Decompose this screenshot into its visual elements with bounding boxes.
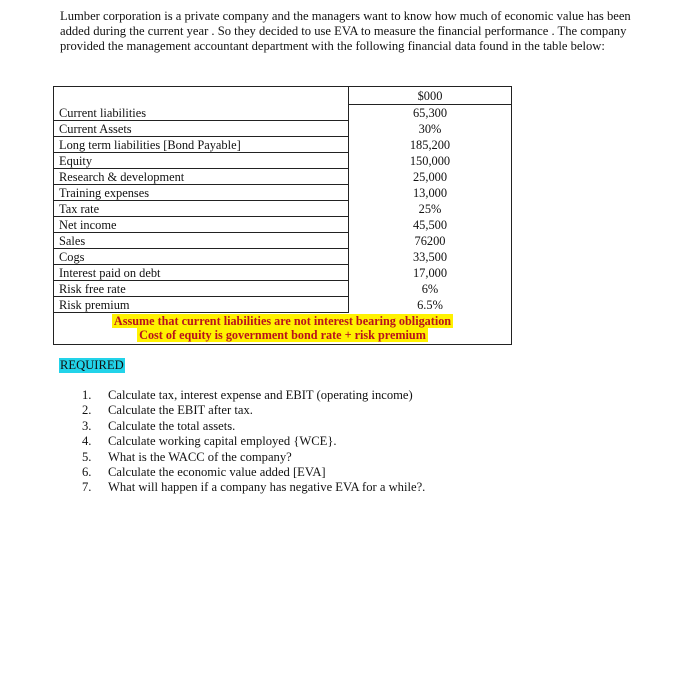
row-value: 25% <box>418 202 442 216</box>
question-number: 4. <box>82 434 92 449</box>
intro-paragraph: Lumber corporation is a private company and the managers want to know how much of economic value has been added during the current year . So they decided to use EVA to measure the financial performance . The company provided the management accountant department with the following financial data found in the table below: <box>60 9 631 54</box>
table-row <box>54 201 511 217</box>
table-row <box>54 105 511 121</box>
row-label: Cogs <box>54 249 349 265</box>
question-item <box>82 465 425 480</box>
row-value: 13,000 <box>412 186 448 200</box>
table-rows <box>54 105 511 313</box>
row-label: Equity <box>54 153 349 169</box>
question-text: Calculate the economic value added [EVA] <box>108 464 326 479</box>
row-label: Interest paid on debt <box>54 265 349 281</box>
question-number: 2. <box>82 403 92 418</box>
row-value: 33,500 <box>412 250 448 264</box>
table-row <box>54 281 511 297</box>
header-label-cell <box>54 87 349 105</box>
row-label: Risk premium <box>54 297 349 313</box>
row-label: Research & development <box>54 169 349 185</box>
question-number: 1. <box>82 388 92 402</box>
financial-data-table <box>53 86 512 345</box>
row-label: Current liabilities <box>54 105 349 121</box>
question-number: 3. <box>82 418 92 433</box>
question-number: 6. <box>82 464 92 479</box>
note-current-liabilities: Assume that current liabilities are not interest bearing obligation <box>113 314 452 328</box>
row-value: 6.5% <box>417 298 443 312</box>
row-label: Current Assets <box>54 121 349 137</box>
question-item <box>82 434 425 449</box>
row-value: 185,200 <box>409 138 451 152</box>
note-cost-of-equity: Cost of equity is government bond rate + risk premium <box>139 328 426 342</box>
questions-list <box>82 388 425 496</box>
table-row <box>54 233 511 249</box>
table-header-row <box>54 87 511 105</box>
question-item <box>82 419 425 434</box>
table-row <box>54 265 511 281</box>
row-value: 25,000 <box>412 170 448 184</box>
row-value: 76200 <box>414 234 446 248</box>
row-value: 65,300 <box>412 106 448 120</box>
table-row <box>54 249 511 265</box>
required-heading: REQUIRED <box>60 358 124 372</box>
row-label: Long term liabilities [Bond Payable] <box>54 137 349 153</box>
row-value: 17,000 <box>412 266 448 280</box>
question-text: What is the WACC of the company? <box>108 449 292 464</box>
question-number: 7. <box>82 480 92 495</box>
question-item <box>82 450 425 465</box>
question-number: 5. <box>82 449 92 464</box>
row-value: 150,000 <box>409 154 451 168</box>
row-label: Risk free rate <box>54 281 349 297</box>
question-text: Calculate tax, interest expense and EBIT (operating income) <box>108 388 413 402</box>
row-label: Tax rate <box>54 201 349 217</box>
unit-header: $000 <box>349 87 511 105</box>
question-text: Calculate the total assets. <box>108 418 236 433</box>
table-row <box>54 153 511 169</box>
row-value: 6% <box>421 282 439 296</box>
row-label: Training expenses <box>54 185 349 201</box>
question-text: Calculate working capital employed {WCE}. <box>108 434 337 449</box>
table-row <box>54 169 511 185</box>
row-label: Sales <box>54 233 349 249</box>
table-row <box>54 121 511 137</box>
table-notes <box>54 313 511 344</box>
table-row <box>54 297 511 313</box>
question-text: Calculate the EBIT after tax. <box>108 403 253 418</box>
question-item <box>82 388 425 403</box>
row-value: 30% <box>418 122 442 136</box>
table-row <box>54 217 511 233</box>
table-row <box>54 185 511 201</box>
row-value: 45,500 <box>412 218 448 232</box>
question-text: What will happen if a company has negative EVA for a while?. <box>108 480 426 495</box>
row-label: Net income <box>54 217 349 233</box>
table-row <box>54 137 511 153</box>
question-item <box>82 480 425 495</box>
question-item <box>82 403 425 418</box>
